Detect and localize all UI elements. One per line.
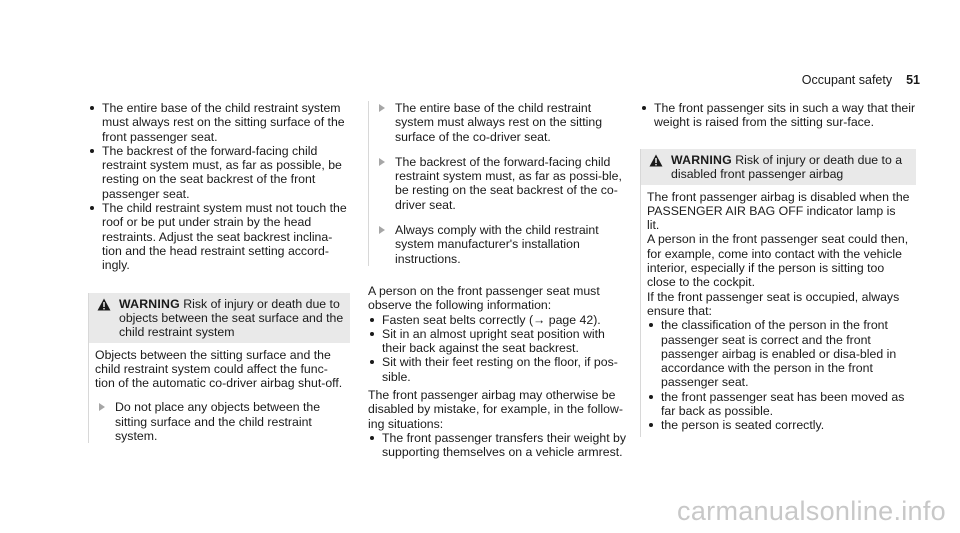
bullet-icon (90, 106, 94, 110)
right-bullet-list (640, 101, 916, 130)
watermark: carmanualsonline.info (677, 496, 946, 526)
left-bullet-list (88, 101, 350, 273)
list-item: The front passenger transfers their weight by supporting themselves on a vehicle armrest. (368, 431, 630, 460)
warning-header (89, 293, 350, 343)
action-arrow-icon (99, 403, 105, 411)
list-item: The child restraint system must not touch the roof or be put under strain by the head restraints. Adjust the seat backrest inclina-tion and the head restraint setting accord-ingly. (88, 201, 350, 272)
warning-label: WARNING (119, 296, 180, 311)
middle-bullet-list-2 (368, 431, 630, 460)
warning-text: If the front passenger seat is occupied, always ensure that: (647, 289, 900, 318)
list-item: Sit with their feet resting on the floor, if pos-sible. (368, 355, 630, 384)
bullet-icon (370, 436, 374, 440)
list-item: the classification of the person in the front passenger seat is correct and the front passenger airbag is enabled or disa-bled in accordance with the person in the front passenger seat. (647, 318, 910, 389)
bullet-icon (370, 360, 374, 364)
bullet-icon (649, 395, 653, 399)
warning-box (640, 149, 916, 437)
bullet-icon (649, 423, 653, 427)
action-arrow-icon (379, 226, 385, 234)
middle-bullet-list (368, 313, 630, 384)
bullet-icon (370, 332, 374, 336)
page-header (802, 73, 920, 87)
action-arrow-icon (379, 104, 385, 112)
warning-text: Objects between the sitting surface and the child restraint system could affect the func-tion of the automatic co-driver airbag shut-off. (95, 347, 343, 391)
warning-bullet-list (647, 318, 910, 432)
warning-body (641, 185, 916, 437)
list-item: Sit in an almost upright seat position with their back against the seat backrest. (368, 327, 630, 356)
action-item: The backrest of the forward-facing child restraint system must, as far as possi-ble, be resting on the seat backrest of the co-driver seat. (369, 155, 630, 212)
list-item: The front passenger sits in such a way that their weight is raised from the sitting sur-face. (640, 101, 916, 130)
warning-label: WARNING (671, 152, 732, 167)
action-list (89, 394, 350, 443)
bullet-icon (642, 106, 646, 110)
bullet-icon (90, 149, 94, 153)
list-item: Fasten seat belts correctly (→ page 42). (368, 313, 630, 327)
bullet-icon (649, 323, 653, 327)
action-item: Always comply with the child restraint system manufacturer's installation instructions. (369, 223, 630, 266)
list-item: the person is seated correctly. (647, 418, 910, 432)
warning-triangle-icon (97, 298, 111, 311)
action-list (368, 101, 630, 266)
warning-title: Risk of injury or death due to objects between the seat surface and the child restraint system (119, 296, 344, 339)
action-item: The entire base of the child restraint system must always rest on the sitting surface of the co-driver seat. (369, 101, 630, 144)
warning-header (641, 149, 916, 185)
right-column (640, 101, 916, 437)
action-arrow-icon (379, 158, 385, 166)
section-title: Occupant safety (801, 73, 893, 87)
warning-box (88, 293, 350, 444)
list-item: the front passenger seat has been moved as far back as possible. (647, 390, 910, 419)
warning-text: The front passenger airbag is disabled when the PASSENGER AIR BAG OFF indicator lamp is lit. (647, 189, 910, 233)
bullet-icon (90, 206, 94, 210)
list-item: The backrest of the forward-facing child restraint system must, as far as possible, be resting on the seat backrest of the front passenger seat. (88, 144, 350, 201)
middle-column (368, 101, 630, 460)
warning-text: A person in the front passenger seat could then, for example, come into contact with the vehicle interior, especially if the person is sitting too close to the cockpit. (647, 232, 909, 290)
left-column (88, 101, 350, 443)
page-number: 51 (906, 73, 920, 87)
warning-triangle-icon (649, 154, 663, 167)
situations-paragraph: The front passenger airbag may otherwise be disabled by mistake, for example, in the follow-ing situations: (368, 388, 623, 431)
warning-title: Risk of injury or death due to a disabled front passenger airbag (671, 152, 903, 181)
warning-body (89, 343, 350, 395)
action-item: Do not place any objects between the sitting surface and the child restraint system. (89, 400, 350, 443)
bullet-icon (370, 318, 374, 322)
list-item: The entire base of the child restraint system must always rest on the sitting surface of the front passenger seat. (88, 101, 350, 144)
intro-paragraph: A person on the front passenger seat must observe the following information: (368, 283, 600, 313)
